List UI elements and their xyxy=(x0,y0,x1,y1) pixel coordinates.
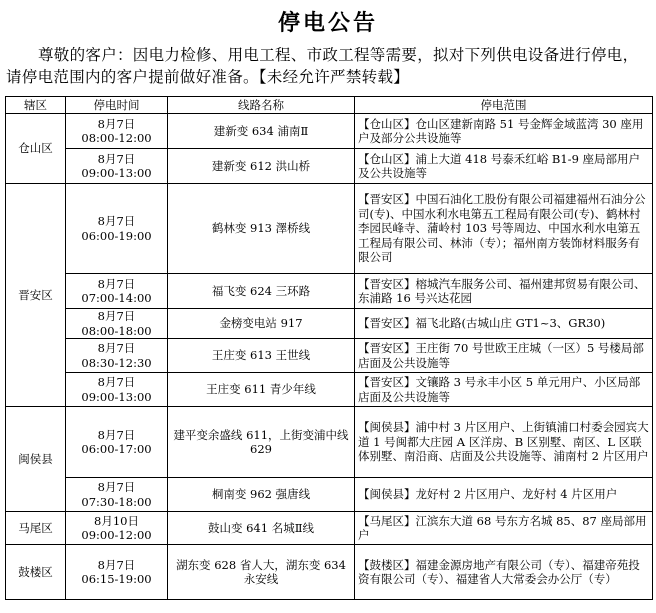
outage-hours: 06:00-19:00 xyxy=(81,228,152,243)
table-row xyxy=(6,149,653,184)
outage-time-cell xyxy=(66,149,168,184)
table-body xyxy=(6,114,653,600)
outage-scope-cell: 【晋安区】文镶路 3 号永丰小区 5 单元用户、小区局部店面及公共设施等 xyxy=(355,373,653,407)
line-name-cell: 建新变 634 浦南Ⅱ xyxy=(168,114,355,149)
district-cell: 闽侯县 xyxy=(6,407,66,512)
table-row xyxy=(6,512,653,545)
outage-date: 8月7日 xyxy=(97,341,136,355)
table-row xyxy=(6,478,653,512)
line-name-cell: 鼓山变 641 名城Ⅱ线 xyxy=(168,512,355,545)
header-line: 线路名称 xyxy=(168,97,355,114)
district-cell: 马尾区 xyxy=(6,512,66,545)
outage-date: 8月7日 xyxy=(97,427,136,442)
line-name-cell: 王庄变 611 青少年线 xyxy=(168,373,355,407)
outage-hours: 09:00-13:00 xyxy=(81,389,152,404)
outage-hours: 06:00-17:00 xyxy=(81,442,152,456)
table-row xyxy=(6,545,653,600)
district-cell: 仓山区 xyxy=(6,114,66,184)
table-row xyxy=(6,114,653,149)
outage-scope-cell: 【鼓楼区】福建金源房地产有限公司（专）、福建帝苑投资有限公司（专）、福建省人大常委会办公厅（专） xyxy=(355,545,653,600)
outage-hours: 08:00-18:00 xyxy=(81,323,152,338)
outage-hours: 07:30-18:00 xyxy=(81,494,152,509)
outage-scope-cell: 【马尾区】江滨东大道 68 号东方名城 85、87 座局部用户 xyxy=(355,512,653,545)
outage-time-cell xyxy=(66,309,168,339)
outage-hours: 06:15-19:00 xyxy=(81,572,152,586)
outage-time-cell xyxy=(66,512,168,545)
district-cell: 鼓楼区 xyxy=(6,545,66,600)
line-name-cell: 王庄变 613 王世线 xyxy=(168,339,355,373)
outage-time-cell xyxy=(66,545,168,600)
notice-title: 停电公告 xyxy=(277,11,378,36)
outage-hours: 07:00-14:00 xyxy=(81,291,152,305)
header-scope: 停电范围 xyxy=(355,97,653,114)
outage-date: 8月7日 xyxy=(97,309,136,323)
outage-time-cell xyxy=(66,184,168,274)
line-name-cell: 建平变余盛线 611，上街变浦中线 629 xyxy=(168,407,355,478)
outage-scope-cell: 【仓山区】仓山区建新南路 51 号金辉金域蓝湾 30 座用户及部分公共设施等 xyxy=(355,114,653,149)
outage-time-cell xyxy=(66,407,168,478)
outage-date: 8月10日 xyxy=(94,513,139,528)
table-row xyxy=(6,373,653,407)
table-header-row xyxy=(6,97,653,114)
header-district: 辖区 xyxy=(6,97,66,114)
line-name-cell: 鹤林变 913 澤桥线 xyxy=(168,184,355,274)
outage-scope-cell: 【仓山区】浦上大道 418 号泰禾红峪 B1-9 座局部用户及公共设施等 xyxy=(355,149,653,184)
header-time: 停电时间 xyxy=(66,97,168,114)
outage-table xyxy=(5,96,653,600)
outage-date: 8月7日 xyxy=(97,557,136,572)
notice-intro xyxy=(6,44,650,88)
outage-time-cell xyxy=(66,373,168,407)
outage-date: 8月7日 xyxy=(97,480,136,494)
line-name-cell: 桐南变 962 强唐线 xyxy=(168,478,355,512)
line-name-cell: 建新变 612 洪山桥 xyxy=(168,149,355,184)
outage-time-cell xyxy=(66,274,168,309)
outage-hours: 08:00-12:00 xyxy=(81,131,152,145)
outage-date: 8月7日 xyxy=(97,151,136,166)
outage-scope-cell: 【晋安区】中国石油化工股份有限公司福建福州石油分公司(专)、中国水利水电第五工程局有限公司(专)、鹤林村李园民峰寺、蒲岭村 103 号等周边、中国水利水电第五工程局有限公司、林沛（专）；福州南方装饰材料服务有限公司 xyxy=(355,184,653,274)
line-name-cell: 湖东变 628 省人大，湖东变 634 永安线 xyxy=(168,545,355,600)
outage-scope-cell: 【晋安区】王庄街 70 号世欧王庄城（一区）5 号楼局部店面及公共设施等 xyxy=(355,339,653,373)
line-name-cell: 金榜变电站 917 xyxy=(168,309,355,339)
outage-hours: 08:30-12:30 xyxy=(81,355,152,370)
intro-text: 尊敬的客户：因电力检修、用电工程、市政工程等需要，拟对下列供电设备进行停电，请停电范围内的客户提前做好准备。【未经允许严禁转载】 xyxy=(6,46,639,86)
table-row xyxy=(6,184,653,274)
line-name-cell: 福飞变 624 三环路 xyxy=(168,274,355,309)
table-row xyxy=(6,309,653,339)
outage-scope-cell: 【闽侯县】浦中村 3 片区用户、上街镇浦口村委会园宾大道 1 号闽都大庄园 A 区洋房、B 区别墅、南区、L 区联体别墅、南沿商、店面及公共设施等、浦南村 2 片区用户 xyxy=(355,407,653,478)
district-cell: 晋安区 xyxy=(6,184,66,407)
outage-date: 8月7日 xyxy=(97,375,136,389)
outage-date: 8月7日 xyxy=(97,214,136,228)
outage-time-cell xyxy=(66,339,168,373)
table-row xyxy=(6,274,653,309)
outage-time-cell xyxy=(66,478,168,512)
outage-scope-cell: 【闽侯县】龙好村 2 片区用户、龙好村 4 片区用户 xyxy=(355,478,653,512)
outage-date: 8月7日 xyxy=(97,116,136,131)
outage-scope-cell: 【晋安区】榕城汽车服务公司、福州建邦贸易有限公司、东浦路 16 号兴达花园 xyxy=(355,274,653,309)
outage-scope-cell: 【晋安区】福飞北路(古城山庄 GT1~3、GR30) xyxy=(355,309,653,339)
outage-time-cell xyxy=(66,114,168,149)
table-row xyxy=(6,407,653,478)
table-row xyxy=(6,339,653,373)
outage-hours: 09:00-13:00 xyxy=(81,166,152,180)
outage-date: 8月7日 xyxy=(97,276,136,291)
outage-hours: 09:00-12:00 xyxy=(81,528,152,542)
